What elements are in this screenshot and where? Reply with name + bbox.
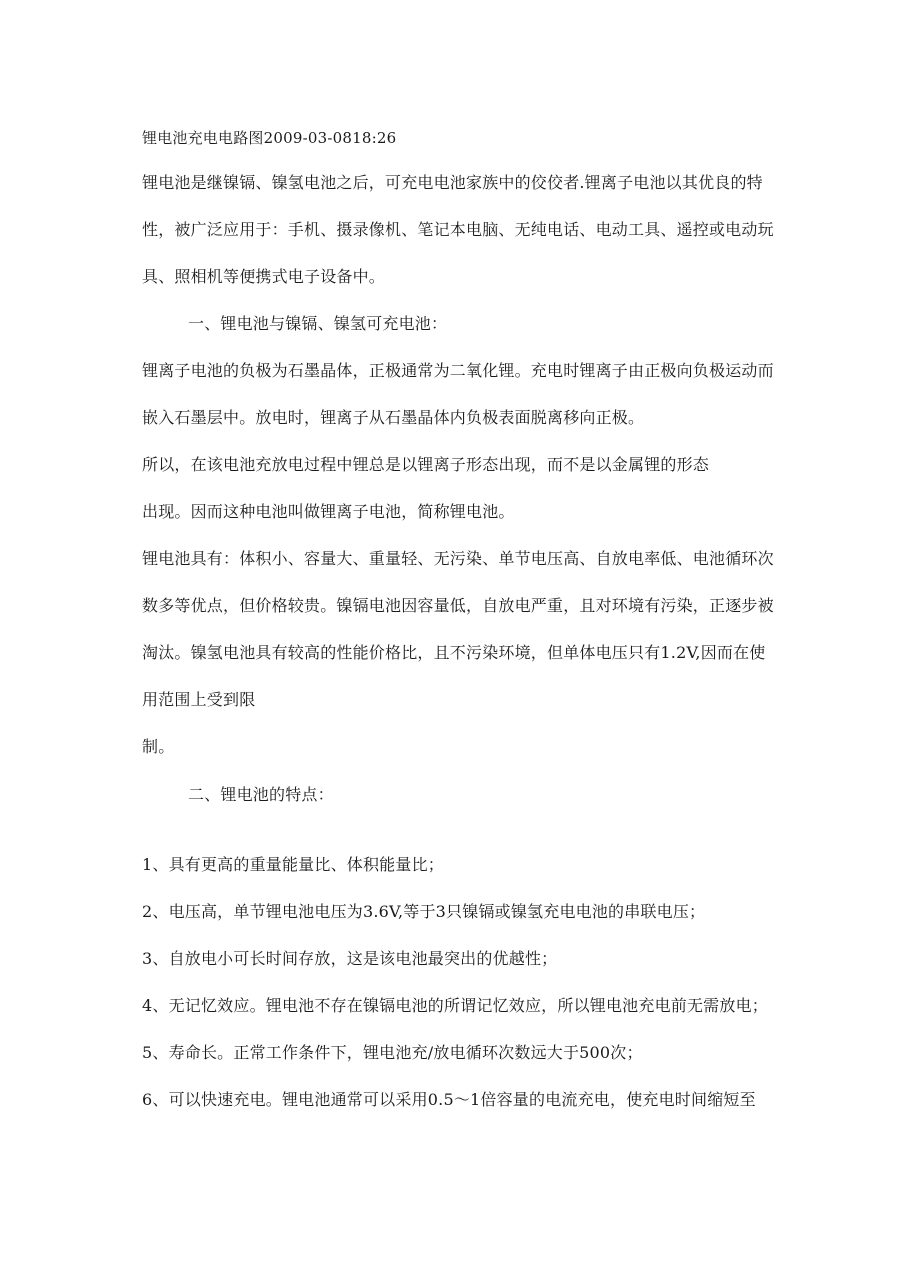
section1-line-8: 用范围上受到限: [142, 690, 256, 709]
feature-item-6: 6、可以快速充电。锂电池通常可以采用0.5〜1倍容量的电流充电，使充电时间缩短至: [142, 1090, 756, 1109]
feature-item-1: 1、具有更高的重量能量比、体积能量比；: [142, 855, 444, 874]
section1-line-7: 淘汰。镍氢电池具有较高的性能价格比，且不污染环境，但单体电压只有1.2V,因而在使: [142, 643, 766, 662]
intro-line-1: 锂电池是继镍镉、镍氢电池之后，可充电电池家族中的佼佼者.锂离子电池以其优良的特: [142, 173, 763, 192]
feature-item-2: 2、电压高，单节锂电池电压为3.6V,等于3只镍镉或镍氢充电电池的串联电压；: [142, 902, 706, 921]
section2-heading: 二、锂电池的特点：: [188, 785, 334, 804]
section1-line-4: 出现。因而这种电池叫做锂离子电池，简称锂电池。: [142, 502, 515, 521]
intro-line-3: 具、照相机等便携式电子设备中。: [142, 267, 386, 286]
section1-line-5: 锂电池具有：体积小、容量大、重量轻、无污染、单节电压高、自放电率低、电池循环次: [142, 549, 774, 568]
section1-line-2: 嵌入石墨层中。放电时，锂离子从石墨晶体内负极表面脱离移向正极。: [142, 408, 645, 427]
section1-heading: 一、锂电池与镍镉、镍氢可充电池：: [188, 314, 448, 333]
section1-line-3: 所以，在该电池充放电过程中锂总是以锂离子形态出现，而不是以金属锂的形态: [142, 455, 710, 474]
intro-line-2: 性，被广泛应用于：手机、摄录像机、笔记本电脑、无纯电话、电动工具、遥控或电动玩: [142, 220, 774, 239]
section1-line-1: 锂离子电池的负极为石墨晶体，正极通常为二氧化锂。充电时锂离子由正极向负极运动而: [142, 361, 774, 380]
feature-item-3: 3、自放电小可长时间存放，这是该电池最突出的优越性；: [142, 949, 558, 968]
document-title: 锂电池充电电路图2009-03-0818:26: [142, 129, 397, 147]
section1-line-6: 数多等优点，但价格较贵。镍镉电池因容量低，自放电严重，且对环境有污染，正逐步被: [142, 596, 774, 615]
section1-line-9: 制。: [142, 737, 175, 756]
feature-item-4: 4、无记忆效应。锂电池不存在镍镉电池的所谓记忆效应，所以锂电池充电前无需放电；: [142, 996, 768, 1015]
feature-item-5: 5、寿命长。正常工作条件下，锂电池充/放电循环次数远大于500次；: [142, 1043, 643, 1062]
